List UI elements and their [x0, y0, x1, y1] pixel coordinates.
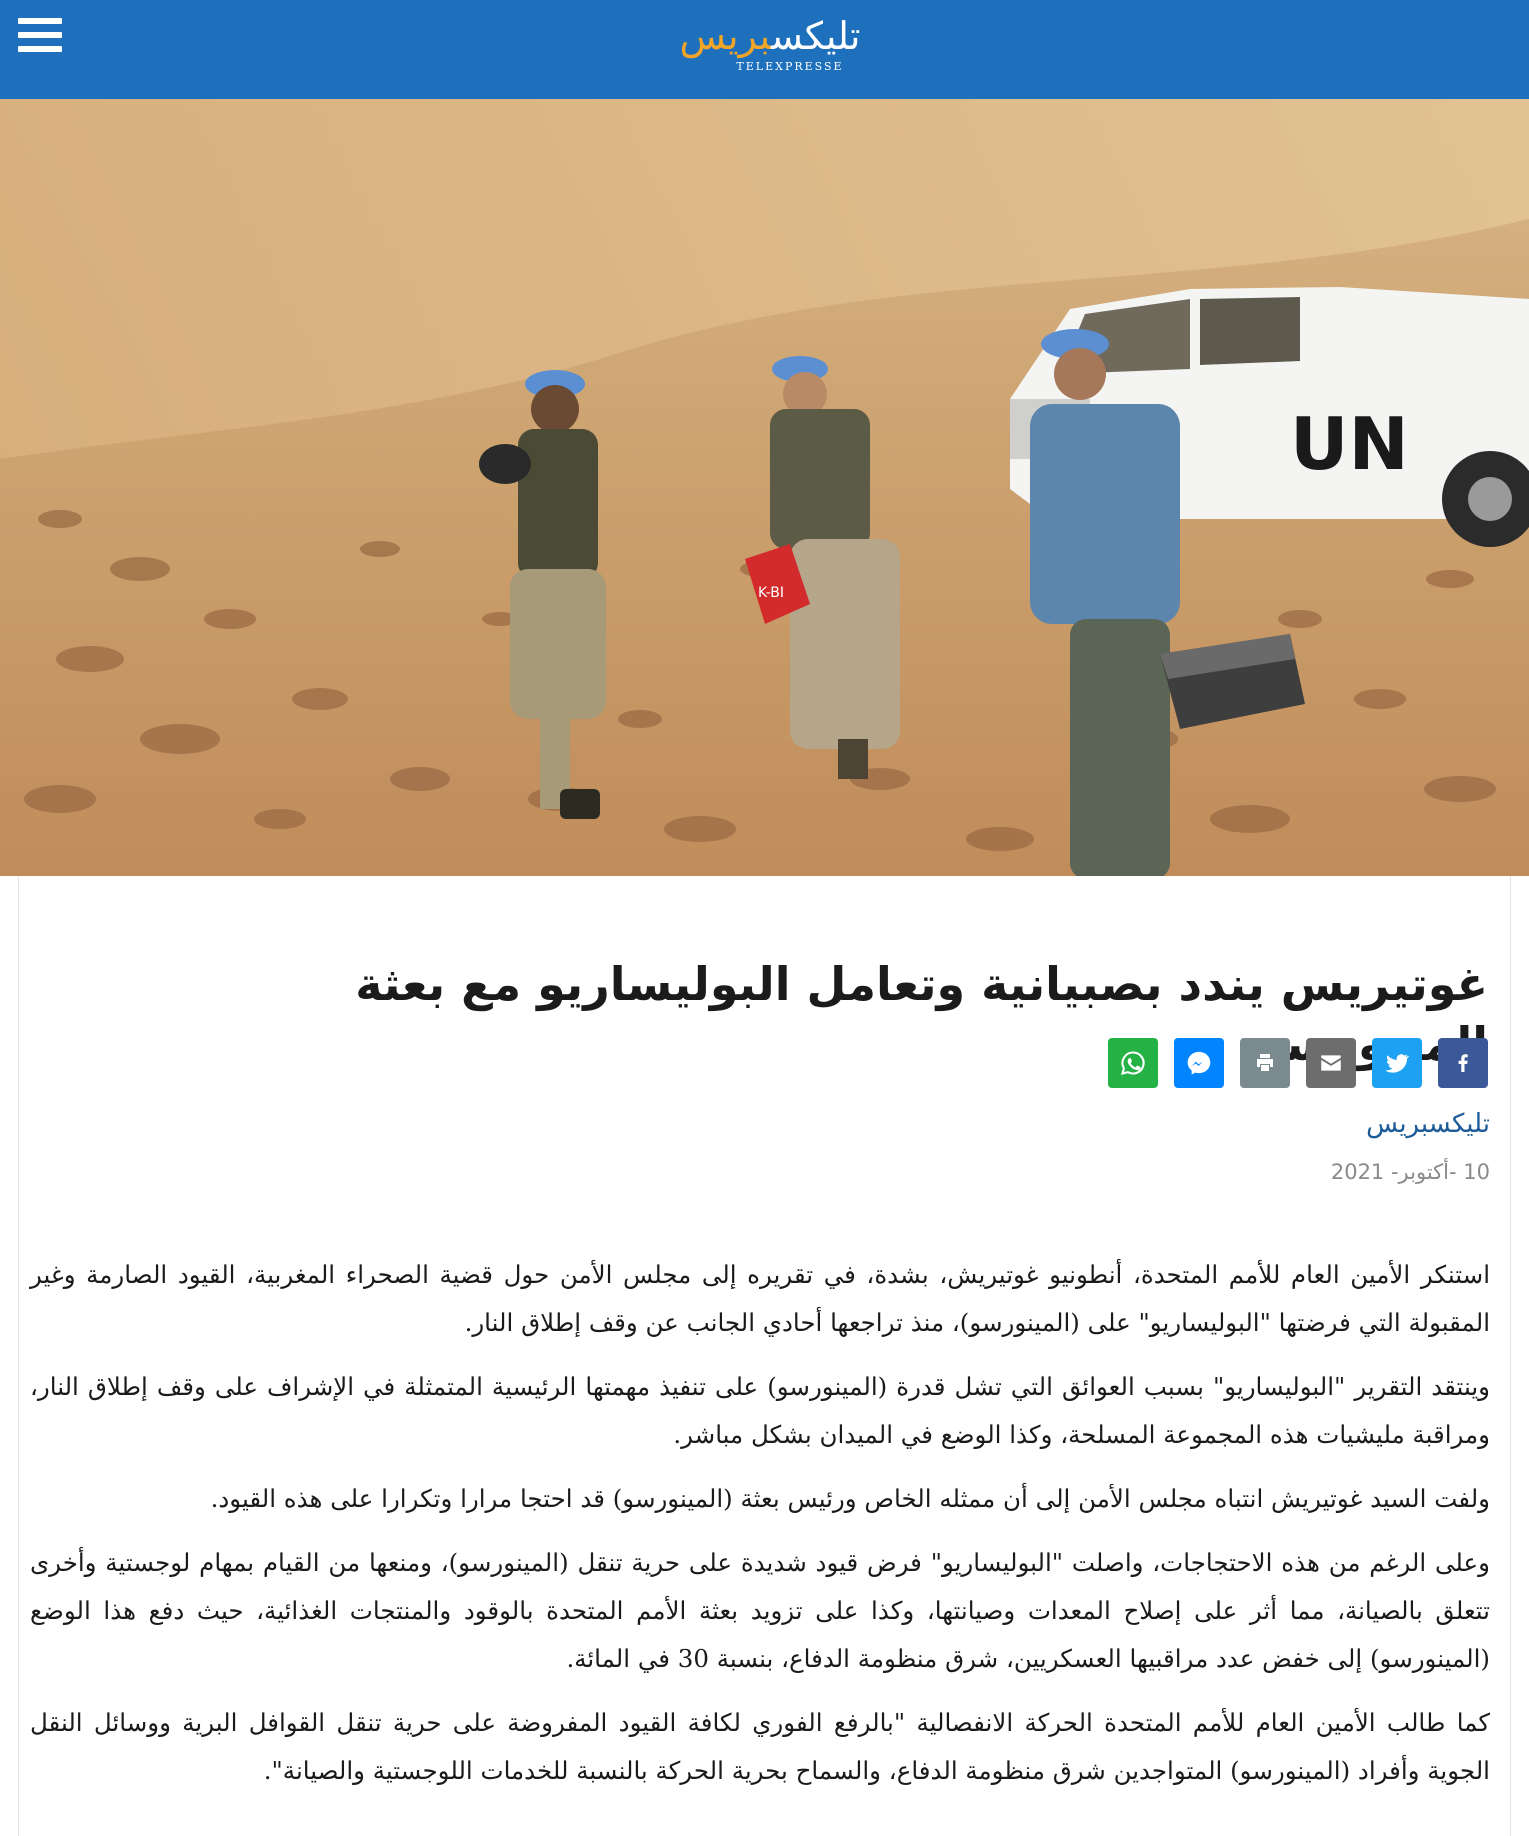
vehicle-un-text: UN [1290, 402, 1409, 486]
article-author[interactable]: تليكسبريس [1366, 1109, 1490, 1139]
whatsapp-icon [1119, 1049, 1147, 1077]
email-icon [1318, 1050, 1344, 1076]
facebook-share-button[interactable] [1438, 1038, 1488, 1088]
whatsapp-share-button[interactable] [1108, 1038, 1158, 1088]
top-navigation-bar [0, 0, 1529, 99]
print-icon [1253, 1051, 1277, 1075]
messenger-icon [1185, 1049, 1213, 1077]
print-share-button[interactable] [1240, 1038, 1290, 1088]
twitter-icon [1384, 1050, 1410, 1076]
hero-photo-illustration [0, 99, 1529, 876]
logo-english: TELEXPRESSE [736, 60, 844, 73]
email-share-button[interactable] [1306, 1038, 1356, 1088]
article-paragraph: وعلى الرغم من هذه الاحتجاجات، واصلت "البوليساريو" فرض قيود شديدة على حرية تنقل (المينورسو)، ومنعها من القيام بمهام لوجستية وأخرى تتعلق بالصيانة، مما أثر على إصلاح المعدات وصيانتها، وكذا على تزويد بعثة الأمم المتحدة بالوقود والمنتجات الغذائية، حيث دفع هذا الوضع (المينورسو) إلى خفض عدد مراقبيها العسكريين، شرق منظومة الدفاع، بنسبة 30 في المائة. [30, 1548, 1490, 1673]
article-container [18, 876, 1511, 1836]
site-logo[interactable] [660, 14, 880, 84]
article-body [30, 1251, 1490, 1811]
logo-arabic [660, 14, 880, 58]
article-paragraph: ولفت السيد غوتيريش انتباه مجلس الأمن إلى أن ممثله الخاص ورئيس بعثة (المينورسو) قد احتجا مرارا وتكرارا على هذه القيود. [210, 1484, 1490, 1513]
article-date: 10 -أكتوبر- 2021 [1330, 1160, 1490, 1184]
article-hero-image [0, 99, 1529, 876]
twitter-share-button[interactable] [1372, 1038, 1422, 1088]
sign-text: K-BI [758, 585, 784, 601]
messenger-share-button[interactable] [1174, 1038, 1224, 1088]
article-paragraph: كما طالب الأمين العام للأمم المتحدة الحركة الانفصالية "بالرفع الفوري لكافة القيود المفروضة على حرية تنقل القوافل البرية ووسائل النقل الجوية وأفراد (المينورسو) المتواجدين شرق منظومة الدفاع، والسماح بحرية الحركة بالنسبة للخدمات اللوجستية والصيانة". [30, 1708, 1490, 1785]
article-title: غوتيريس يندد بصبيانية وتعامل البوليساريو مع بعثة [355, 957, 1488, 1011]
article-paragraph: وينتقد التقرير "البوليساريو" بسبب العوائق التي تشل قدرة (المينورسو) على تنفيذ مهمتها الرئيسية المتمثلة في الإشراف على وقف إطلاق النار، ومراقبة مليشيات هذه المجموعة المسلحة، وكذا الوضع في الميدان بشكل مباشر. [30, 1372, 1490, 1449]
logo-arabic-orange: بريس [679, 14, 771, 58]
facebook-icon [1451, 1051, 1475, 1075]
share-buttons [1108, 1038, 1488, 1088]
menu-icon[interactable] [18, 18, 62, 56]
logo-arabic-white: تليكس [770, 14, 861, 58]
article-paragraph: استنكر الأمين العام للأمم المتحدة، أنطونيو غوتيريش، بشدة، في تقريره إلى مجلس الأمن حول قضية الصحراء المغربية، القيود الصارمة وغير المقبولة التي فرضتها "البوليساريو" على (المينورسو)، منذ تراجعها أحادي الجانب عن وقف إطلاق النار. [30, 1260, 1490, 1337]
